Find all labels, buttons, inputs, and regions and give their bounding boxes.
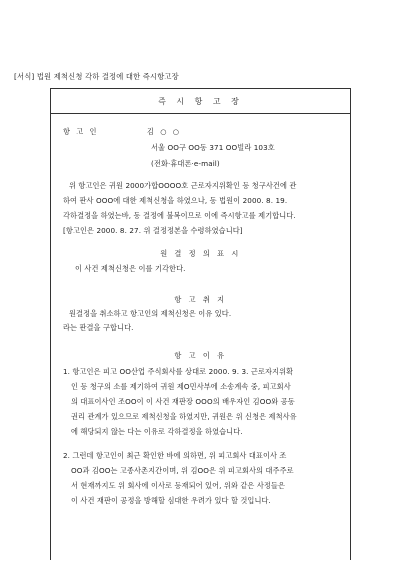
appellant-contact: (전화·휴대폰·e-mail)	[151, 159, 220, 168]
form-caption: [서식] 법원 제척신청 각하 결정에 대한 즉시항고장	[14, 72, 179, 81]
original-decision-heading: 원 결 정 의 표 시	[160, 249, 241, 258]
document-title: 즉 시 항 고 장	[158, 97, 243, 106]
purpose-line: 라는 판결을 구합니다.	[63, 323, 134, 332]
intro-line: 위 항고인은 귀원 2000가합OOOO호 근로자지위확인 등 청구사건에 관	[69, 181, 297, 190]
reason-line: 권리 관계가 있으므로 제척신청을 하였지만, 귀원은 위 신청은 제척사유	[71, 412, 297, 421]
appellant-name: 김 ○ ○	[147, 127, 182, 136]
intro-line: 하여 판사 OOO에 대한 제척신청을 하였으나, 동 법원이 2000. 8. 19.	[63, 196, 288, 205]
reason-line: OO과 김OO는 고종사촌지간이며, 위 김OO은 위 피고회사의 대주주로	[71, 466, 294, 475]
reason-line: 2. 그런데 항고인이 최근 확인한 바에 의하면, 위 피고회사 대표이사 조	[63, 451, 287, 460]
title-divider	[51, 113, 350, 114]
original-decision-text: 이 사건 제척신청은 이를 기각한다.	[75, 264, 186, 273]
purpose-line: 원결정을 취소하고 항고인의 제척신청은 이유 있다.	[69, 309, 232, 318]
appeal-reasons-heading: 항 고 이 유	[174, 351, 227, 360]
reason-line: 의 대표이사인 조OO이 이 사건 재판장 OOO의 배우자인 김OO와 공동	[71, 397, 295, 406]
appeal-purpose-heading: 항 고 취 지	[174, 295, 227, 304]
reason-line: 에 해당되지 않는 다는 이유로 각하결정을 하였습니다.	[71, 427, 243, 436]
appeal-document	[50, 88, 351, 560]
intro-line: 각하결정을 하였는바, 동 결정에 불복이므로 이에 즉시항고를 제기합니다.	[63, 211, 296, 220]
reason-line: 1. 항고인은 피고 OO산업 주식회사를 상대로 2000. 9. 3. 근로자지위확	[63, 367, 294, 376]
intro-line: [항고인은 2000. 8. 27. 위 결정정본을 수령하였습니다]	[63, 226, 243, 235]
reason-line: 이 사건 재판이 공정을 방해할 심대한 우려가 있다 할 것입니다.	[71, 496, 271, 505]
reason-line: 인 등 청구의 소를 제기하여 귀원 제O민사부에 소송계속 중, 피고회사	[71, 382, 291, 391]
appellant-address: 서울 OO구 OO동 371 OO빌라 103호	[151, 143, 275, 152]
appellant-label: 항 고 인	[63, 127, 99, 136]
reason-line: 서 현재까지도 위 회사에 이사로 등재되어 있어, 위와 같은 사정들은	[71, 481, 286, 490]
